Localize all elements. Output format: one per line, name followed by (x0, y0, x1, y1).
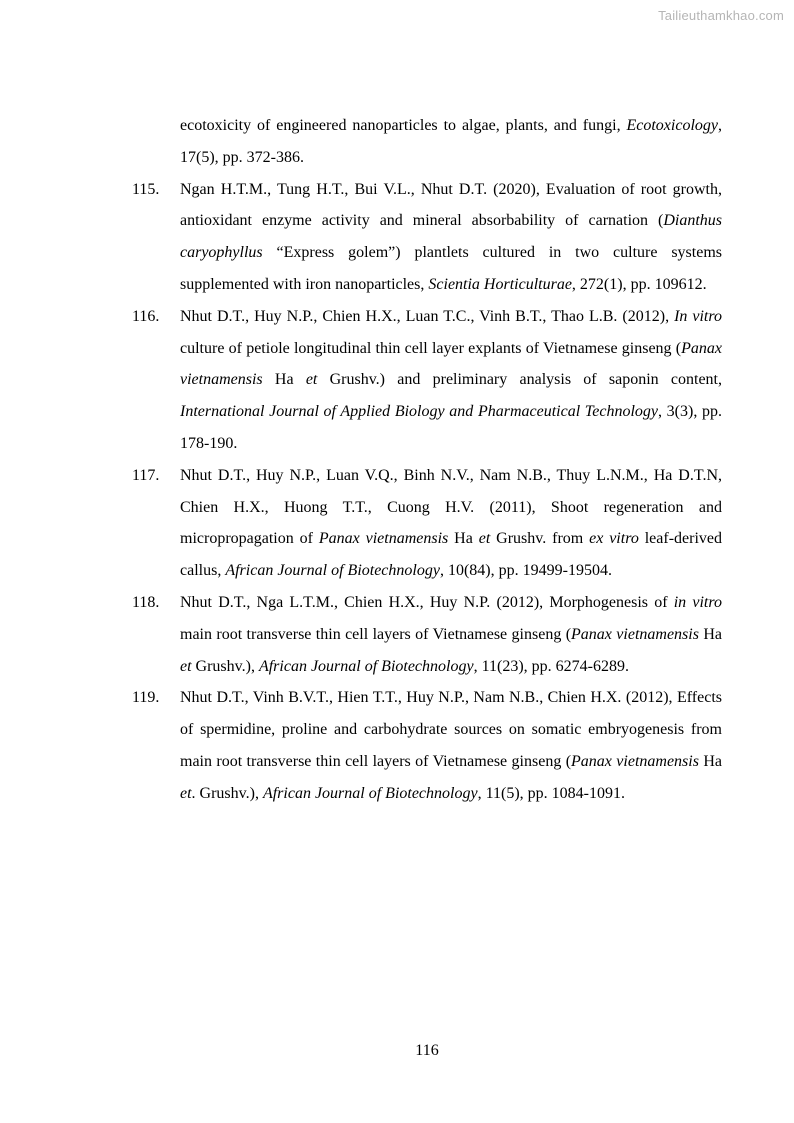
reference-list (132, 110, 722, 810)
reference-text: Nhut D.T., Nga L.T.M., Chien H.X., Huy N.P. (2012), Morphogenesis of in vitro main root transverse thin cell layers of Vietnamese ginseng (Panax vietnamensis Ha et Grushv.), African Journal of Biotechnology, 11(23), pp. 6274-6289. (180, 593, 722, 675)
watermark: Tailieuthamkhao.com (658, 8, 784, 23)
reference-text: Nhut D.T., Vinh B.V.T., Hien T.T., Huy N.P., Nam N.B., Chien H.X. (2012), Effects of spermidine, proline and carbohydrate sources on somatic embryogenesis from main root transverse thin cell layers of Vietnamese ginseng (Panax vietnamensis Ha et. Grushv.), African Journal of Biotechnology, 11(5), pp. 1084-1091. (180, 689, 722, 802)
reference-item (132, 301, 722, 460)
reference-item (132, 682, 722, 809)
page-number: 116 (415, 1042, 439, 1059)
reference-item (132, 174, 722, 301)
reference-number: 119. (132, 689, 160, 707)
reference-number: 115. (132, 180, 160, 198)
reference-number: 116. (132, 307, 160, 325)
reference-text: Nhut D.T., Huy N.P., Luan V.Q., Binh N.V., Nam N.B., Thuy L.N.M., Ha D.T.N, Chien H.X., Huong T.T., Cuong H.V. (2011), Shoot regeneration and micropropagation of Panax vietnamensis Ha et Grushv. from ex vitro leaf-derived callus, African Journal of Biotechnology, 10(84), pp. 19499-19504. (180, 466, 722, 580)
reference-number: 117. (132, 466, 160, 484)
reference-item (132, 460, 722, 587)
reference-item (132, 587, 722, 682)
reference-number: 118. (132, 593, 160, 611)
reference-text: Ngan H.T.M., Tung H.T., Bui V.L., Nhut D.T. (2020), Evaluation of root growth, antioxidant enzyme activity and mineral absorbability of carnation (Dianthus caryophyllus “Express golem”) plantlets cultured in two culture systems supplemented with iron nanoparticles, Scientia Horticulturae, 272(1), pp. 109612. (180, 180, 722, 293)
reference-item (132, 110, 722, 174)
reference-text: Nhut D.T., Huy N.P., Chien H.X., Luan T.C., Vinh B.T., Thao L.B. (2012), In vitro culture of petiole longitudinal thin cell layer explants of Vietnamese ginseng (Panax vietnamensis Ha et Grushv.) and preliminary analysis of saponin content, International Journal of Applied Biology and Pharmaceutical Technology, 3(3), pp. 178-190. (180, 307, 723, 452)
reference-text: ecotoxicity of engineered nanoparticles to algae, plants, and fungi, Ecotoxicology, 17(5), pp. 372-386. (180, 117, 722, 166)
